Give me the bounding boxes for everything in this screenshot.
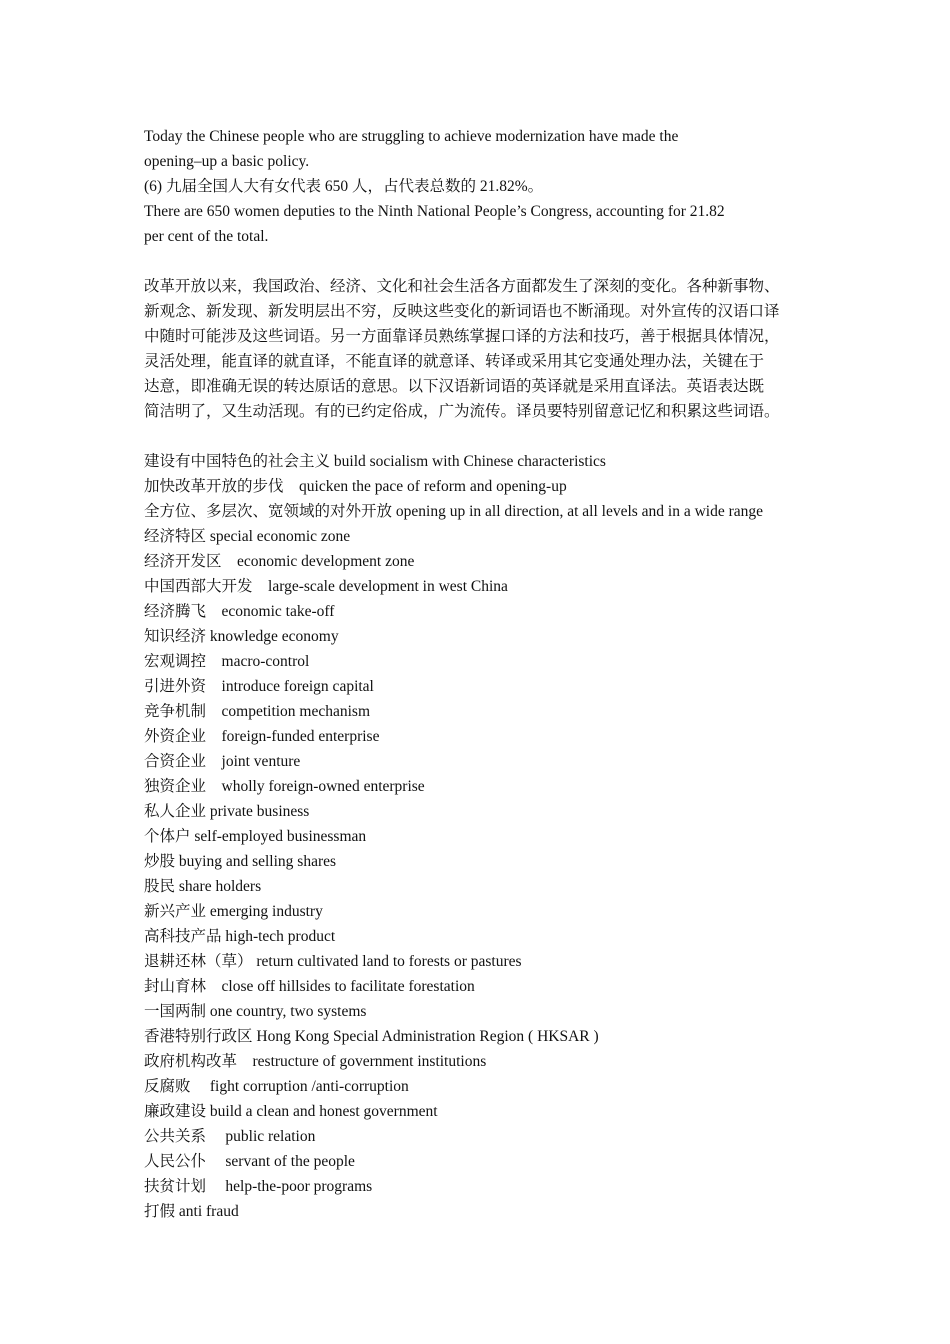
intro-line: per cent of the total.: [144, 228, 269, 245]
glossary-item: [144, 899, 834, 924]
paragraph-line: 灵活处理，能直译的就直译，不能直译的就意译、转译或采用其它变通处理办法，关键在于: [144, 353, 765, 370]
body-paragraph: [144, 274, 834, 424]
chinese-term: 新兴产业: [144, 903, 207, 920]
glossary-item: [144, 1049, 834, 1074]
glossary-item: [144, 749, 834, 774]
paragraph-line: 新观念、新发现、新发明层出不穷，反映这些变化的新词语也不断涌现。对外宣传的汉语口译: [144, 303, 780, 320]
chinese-term: 独资企业: [144, 778, 207, 795]
english-translation: special economic zone: [209, 528, 351, 545]
glossary-item: [144, 1174, 834, 1199]
english-translation: emerging industry: [209, 903, 323, 920]
english-translation: large-scale development in west China: [268, 578, 508, 595]
english-translation: build socialism with Chinese characteristics: [333, 453, 606, 470]
chinese-term: 打假: [144, 1203, 176, 1220]
spacer: [144, 424, 834, 449]
glossary-item: [144, 1149, 834, 1174]
term-separator: [206, 1178, 225, 1195]
chinese-term: 反腐败: [144, 1078, 191, 1095]
glossary-item: [144, 799, 834, 824]
glossary-item: [144, 1024, 834, 1049]
english-translation: wholly foreign-owned enterprise: [221, 778, 425, 795]
english-translation: close off hillsides to facilitate forestation: [221, 978, 475, 995]
document-page: [144, 124, 834, 1224]
paragraph-line: 简洁明了，又生动活现。有的已约定俗成，广为流传。译员要特别留意记忆和积累这些词语。: [144, 403, 780, 420]
english-translation: quicken the pace of reform and opening-up: [299, 478, 567, 495]
chinese-term: 高科技产品: [144, 928, 222, 945]
english-translation: self-employed businessman: [194, 828, 367, 845]
english-translation: help-the-poor programs: [225, 1178, 373, 1195]
glossary-item: [144, 974, 834, 999]
english-translation: share holders: [178, 878, 262, 895]
english-translation: buying and selling shares: [178, 853, 337, 870]
glossary-item: [144, 924, 834, 949]
chinese-term: 人民公仆: [144, 1153, 207, 1170]
english-translation: economic take-off: [221, 603, 335, 620]
spacer: [144, 249, 834, 274]
english-translation: high-tech product: [225, 928, 336, 945]
chinese-term: 股民: [144, 878, 176, 895]
glossary-item: [144, 774, 834, 799]
term-separator: [206, 653, 222, 670]
term-separator: [253, 578, 269, 595]
chinese-term: 私人企业: [144, 803, 207, 820]
chinese-term: 炒股: [144, 853, 176, 870]
chinese-term: 经济腾飞: [144, 603, 207, 620]
chinese-term: 经济特区: [144, 528, 207, 545]
english-translation: return cultivated land to forests or pastures: [256, 953, 522, 970]
english-translation: economic development zone: [237, 553, 415, 570]
term-separator: [206, 978, 222, 995]
chinese-term: 宏观调控: [144, 653, 207, 670]
glossary-item: [144, 549, 834, 574]
intro-block: [144, 124, 834, 249]
glossary-item: [144, 599, 834, 624]
term-separator: [206, 778, 222, 795]
english-translation: opening up in all direction, at all levels and in a wide range: [395, 503, 764, 520]
chinese-term: 竞争机制: [144, 703, 207, 720]
glossary-item: [144, 849, 834, 874]
chinese-term: 退耕还林（草）: [144, 953, 253, 970]
chinese-term: 个体户: [144, 828, 191, 845]
chinese-term: 廉政建设: [144, 1103, 207, 1120]
intro-line: Today the Chinese people who are struggling to achieve modernization have made the: [144, 128, 679, 145]
glossary-item: [144, 474, 834, 499]
term-separator: [191, 1078, 210, 1095]
chinese-term: 知识经济: [144, 628, 207, 645]
term-separator: [222, 553, 238, 570]
intro-line: There are 650 women deputies to the Ninth National People’s Congress, accounting for 21.82: [144, 203, 725, 220]
term-separator: [206, 678, 222, 695]
term-separator: [284, 478, 300, 495]
chinese-term: 封山育林: [144, 978, 207, 995]
glossary-item: [144, 1074, 834, 1099]
english-translation: foreign-funded enterprise: [221, 728, 380, 745]
term-separator: [206, 728, 222, 745]
glossary-item: [144, 649, 834, 674]
chinese-term: 政府机构改革: [144, 1053, 238, 1070]
intro-line: opening–up a basic policy.: [144, 153, 310, 170]
term-separator: [206, 703, 222, 720]
english-translation: Hong Kong Special Administration Region ( HKSAR ): [256, 1028, 599, 1045]
chinese-term: 香港特别行政区: [144, 1028, 253, 1045]
english-translation: private business: [209, 803, 310, 820]
chinese-term: 引进外资: [144, 678, 207, 695]
glossary-item: [144, 699, 834, 724]
chinese-term: 合资企业: [144, 753, 207, 770]
chinese-term: 一国两制: [144, 1003, 207, 1020]
english-translation: introduce foreign capital: [221, 678, 374, 695]
paragraph-line: 达意，即准确无误的转达原话的意思。以下汉语新词语的英译就是采用直译法。英语表达既: [144, 378, 765, 395]
glossary-item: [144, 449, 834, 474]
english-translation: one country, two systems: [209, 1003, 367, 1020]
english-translation: build a clean and honest government: [209, 1103, 438, 1120]
chinese-term: 外资企业: [144, 728, 207, 745]
glossary-item: [144, 874, 834, 899]
glossary-item: [144, 574, 834, 599]
glossary-item: [144, 674, 834, 699]
term-separator: [206, 753, 222, 770]
glossary-item: [144, 1099, 834, 1124]
term-separator: [206, 1128, 225, 1145]
english-translation: macro-control: [221, 653, 310, 670]
chinese-term: 经济开发区: [144, 553, 222, 570]
english-translation: competition mechanism: [221, 703, 371, 720]
paragraph-line: 中随时可能涉及这些词语。另一方面靠译员熟练掌握口译的方法和技巧，善于根据具体情况，: [144, 328, 780, 345]
chinese-term: 建设有中国特色的社会主义: [144, 453, 331, 470]
term-separator: [237, 1053, 253, 1070]
chinese-term: 中国西部大开发: [144, 578, 253, 595]
glossary-item: [144, 949, 834, 974]
glossary-item: [144, 1199, 834, 1224]
english-translation: servant of the people: [225, 1153, 355, 1170]
glossary-item: [144, 624, 834, 649]
glossary-item: [144, 524, 834, 549]
glossary-item: [144, 824, 834, 849]
glossary-item: [144, 499, 834, 524]
chinese-term: 扶贫计划: [144, 1178, 207, 1195]
intro-line: (6) 九届全国人大有女代表 650 人，占代表总数的 21.82%。: [144, 178, 544, 195]
glossary-item: [144, 724, 834, 749]
chinese-term: 公共关系: [144, 1128, 207, 1145]
glossary-item: [144, 1124, 834, 1149]
english-translation: anti fraud: [178, 1203, 239, 1220]
chinese-term: 加快改革开放的步伐: [144, 478, 284, 495]
english-translation: fight corruption /anti-corruption: [209, 1078, 409, 1095]
term-separator: [206, 1153, 225, 1170]
english-translation: restructure of government institutions: [252, 1053, 487, 1070]
paragraph-line: 改革开放以来，我国政治、经济、文化和社会生活各方面都发生了深刻的变化。各种新事物、: [144, 278, 780, 295]
english-translation: joint venture: [221, 753, 301, 770]
term-separator: [206, 603, 222, 620]
english-translation: knowledge economy: [209, 628, 339, 645]
chinese-term: 全方位、多层次、宽领域的对外开放: [144, 503, 393, 520]
glossary-list: [144, 449, 834, 1224]
glossary-item: [144, 999, 834, 1024]
english-translation: public relation: [225, 1128, 316, 1145]
